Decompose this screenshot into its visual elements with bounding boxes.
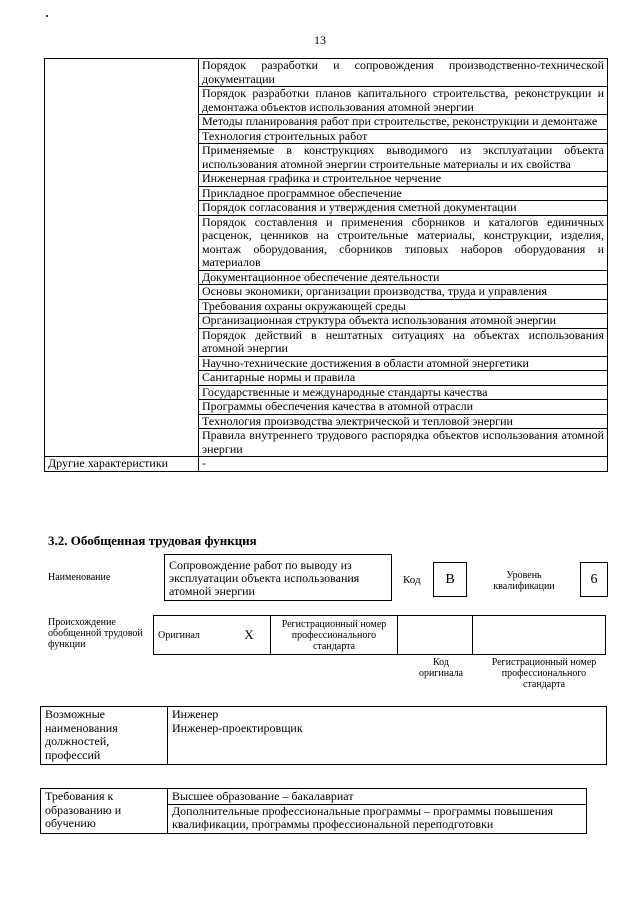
knowledge-item: Государственные и международные стандарты качества (199, 385, 608, 400)
section-heading: 3.2. Обобщенная трудовая функция (48, 533, 257, 548)
knowledge-item: Порядок разработки планов капитального строительства, реконструкции и демонтажа объектов использования атомной энергии (199, 87, 608, 115)
function-name-box: Сопровождение работ по выводу из эксплуатации объекта использования атомной энергии (164, 554, 392, 601)
knowledge-item: Документационное обеспечение деятельности (199, 270, 608, 285)
reg-number-label: Регистрационный номер профессионального стандарта (491, 657, 597, 690)
knowledge-item: Инженерная графика и строительное черчение (199, 172, 608, 187)
education-values (168, 789, 587, 834)
knowledge-table (44, 58, 608, 472)
knowledge-item: Требования охраны окружающей среды (199, 299, 608, 314)
page-number: 13 (314, 33, 326, 47)
knowledge-item: Правила внутреннего трудового распорядка объектов использования атомной энергии (199, 429, 608, 457)
borrowed-label: Регистрационный номер профессионального стандарта (271, 616, 398, 655)
positions-label: Возможные наименования должностей, профессий (41, 707, 168, 765)
knowledge-item: Порядок составления и применения сборников и каталогов единичных расценок, ценников на строительные материалы, конструкции, изделия, монтаж оборудования, сборников типовых наборов оборудования и материалов (199, 215, 608, 270)
education-item: Дополнительные профессиональные программы – программы повышения квалификации, программы профессиональной переподготовки (172, 803, 554, 831)
origin-table (153, 615, 606, 655)
code-original-cell (398, 616, 473, 655)
code-original-label: Код оригинала (418, 657, 464, 679)
reg-number-cell (473, 616, 606, 655)
position-item: Инженер-проектировщик (172, 720, 303, 735)
knowledge-item: Порядок разработки и сопровождения производственно-технической документации (199, 59, 608, 87)
other-characteristics-value: - (199, 457, 608, 472)
knowledge-item: Прикладное программное обеспечение (199, 186, 608, 201)
other-characteristics-label: Другие характеристики (45, 457, 199, 472)
education-table (40, 788, 587, 834)
code-label: Код (403, 574, 421, 586)
education-item: Высшее образование – бакалавриат (168, 790, 586, 805)
scan-speck (46, 15, 48, 17)
knowledge-item: Порядок согласования и утверждения сметной документации (199, 201, 608, 216)
knowledge-item: Основы экономики, организации производства, труда и управления (199, 285, 608, 300)
knowledge-left-cell (45, 59, 199, 457)
level-value-box: 6 (580, 562, 608, 597)
knowledge-item: Научно-технические достижения в области атомной энергетики (199, 356, 608, 371)
knowledge-item: Программы обеспечения качества в атомной отрасли (199, 400, 608, 415)
knowledge-row (45, 59, 608, 87)
code-value-box: B (433, 562, 467, 597)
original-label: Оригинал (154, 616, 229, 655)
knowledge-item: Технология строительных работ (199, 129, 608, 144)
positions-table (40, 706, 607, 765)
knowledge-item: Методы планирования работ при строительстве, реконструкции и демонтаже (199, 115, 608, 130)
knowledge-item: Порядок действий в нештатных ситуациях на объектах использования атомной энергии (199, 328, 608, 356)
level-label: Уровень квалификации (493, 570, 555, 592)
origin-label: Происхождение обобщенной трудовой функции (48, 617, 143, 650)
name-label: Наименование (48, 572, 111, 583)
knowledge-item: Применяемые в конструкциях выводимого из эксплуатации объекта использования атомной энергии строительные материалы и их свойства (199, 144, 608, 172)
positions-values (168, 707, 607, 765)
position-item: Инженер (172, 707, 219, 721)
knowledge-item: Организационная структура объекта использования атомной энергии (199, 314, 608, 329)
other-characteristics-row (45, 457, 608, 472)
knowledge-item: Санитарные нормы и правила (199, 371, 608, 386)
knowledge-item: Технология производства электрической и тепловой энергии (199, 414, 608, 429)
original-mark: X (228, 616, 271, 655)
education-label: Требования к образованию и обучению (41, 789, 168, 834)
